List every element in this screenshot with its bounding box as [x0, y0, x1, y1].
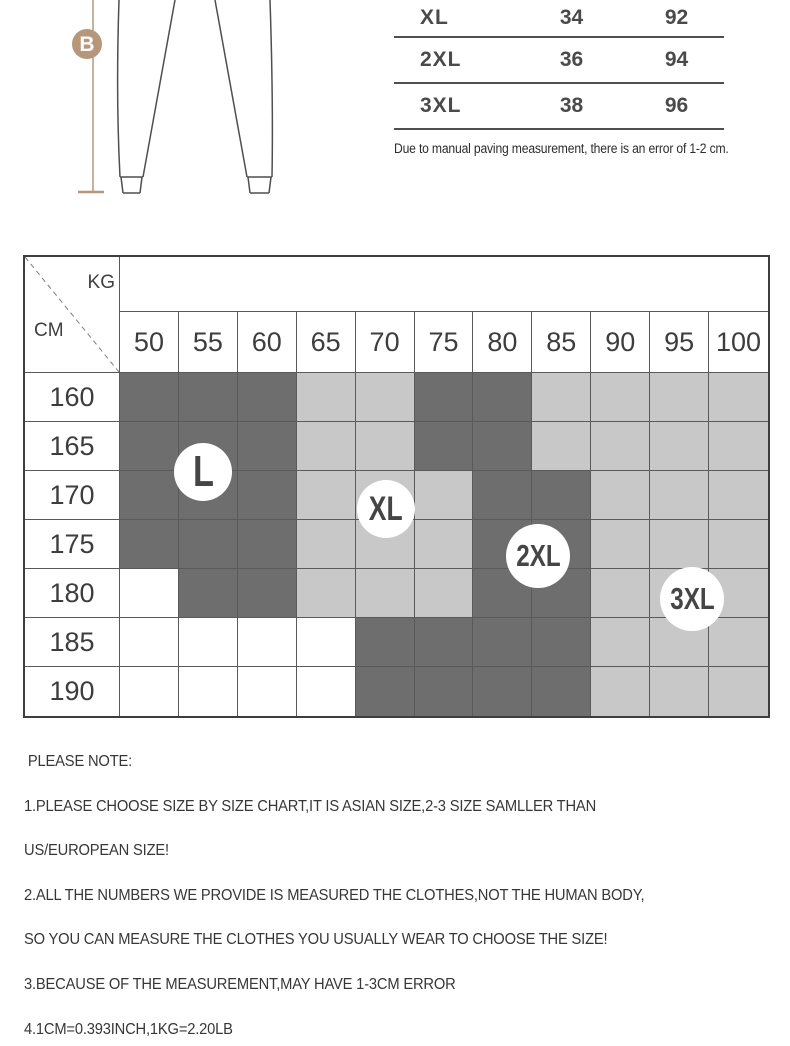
note-line: 3.BECAUSE OF THE MEASUREMENT,MAY HAVE 1-3CM ERROR — [24, 975, 456, 993]
chart-cell — [120, 569, 179, 618]
notes-section — [24, 740, 784, 1046]
cm-header-cell: 165 — [25, 422, 120, 471]
chart-cell — [179, 373, 238, 422]
size-label-bubble — [357, 480, 415, 538]
notes-title: PLEASE NOTE: — [24, 753, 133, 770]
measurement-table — [394, 0, 724, 130]
header-strip — [120, 257, 768, 312]
note-line: SO YOU CAN MEASURE THE CLOTHES YOU USUALLY WEAR TO CHOOSE THE SIZE! — [24, 931, 608, 949]
chart-cell — [120, 373, 179, 422]
chart-cell — [650, 667, 709, 716]
size-label-bubble — [506, 524, 570, 588]
chart-cell — [238, 569, 297, 618]
chart-cell — [650, 471, 709, 520]
chart-cell — [179, 618, 238, 667]
chart-cell — [238, 422, 297, 471]
chart-cell — [709, 471, 768, 520]
chart-cell — [650, 520, 709, 569]
note-line: US/EUROPEAN SIZE! — [24, 842, 169, 860]
chart-cell — [120, 422, 179, 471]
chart-cell — [709, 618, 768, 667]
chart-cell — [415, 667, 474, 716]
size-label-bubble — [174, 443, 232, 501]
chart-cell — [356, 667, 415, 716]
size-name: 3XL — [420, 94, 462, 117]
size-name: XL — [420, 6, 449, 29]
axis-corner-cell — [25, 257, 120, 373]
measurement-error-note: Due to manual paving measurement, there is an error of 1-2 cm. — [394, 141, 729, 156]
chart-cell — [415, 373, 474, 422]
chart-cell — [179, 667, 238, 716]
cm-header-cell: 190 — [25, 667, 120, 716]
note-line: 2.ALL THE NUMBERS WE PROVIDE IS MEASURED THE CLOTHES,NOT THE HUMAN BODY, — [24, 886, 645, 904]
chart-cell — [297, 422, 356, 471]
chart-cell — [238, 471, 297, 520]
chart-cell — [591, 520, 650, 569]
chart-cell — [473, 471, 532, 520]
kg-header-cell: 85 — [532, 312, 591, 373]
chart-cell — [650, 422, 709, 471]
chart-cell — [415, 569, 474, 618]
cm-axis-label: CM — [34, 320, 64, 341]
cm-header-cell: 175 — [25, 520, 120, 569]
chart-cell — [473, 618, 532, 667]
size-value: 38 — [559, 94, 584, 117]
chart-cell — [297, 618, 356, 667]
pants-line-drawing — [60, 0, 400, 200]
size-value: 96 — [664, 94, 689, 117]
chart-cell — [591, 471, 650, 520]
chart-cell — [179, 520, 238, 569]
size-value: 36 — [559, 48, 584, 71]
kg-header-cell: 70 — [356, 312, 415, 373]
chart-cell — [532, 422, 591, 471]
chart-cell — [532, 667, 591, 716]
chart-cell — [120, 667, 179, 716]
chart-cell — [356, 569, 415, 618]
chart-cell — [473, 373, 532, 422]
chart-cell — [415, 618, 474, 667]
chart-cell — [591, 569, 650, 618]
cm-header-cell: 185 — [25, 618, 120, 667]
size-label-bubble — [660, 567, 724, 631]
size-table-row — [394, 0, 724, 38]
chart-cell — [297, 569, 356, 618]
chart-cell — [532, 471, 591, 520]
chart-cell — [591, 618, 650, 667]
chart-cell — [238, 373, 297, 422]
chart-cell — [415, 422, 474, 471]
cm-header-cell: 180 — [25, 569, 120, 618]
chart-cell — [591, 373, 650, 422]
chart-cell — [532, 373, 591, 422]
chart-cell — [179, 569, 238, 618]
chart-cell — [356, 422, 415, 471]
size-name: 2XL — [420, 48, 462, 71]
cm-header-cell: 170 — [25, 471, 120, 520]
kg-header-cell: 90 — [591, 312, 650, 373]
kg-header-cell: 95 — [650, 312, 709, 373]
chart-cell — [356, 618, 415, 667]
size-label-text: XL — [369, 489, 403, 528]
size-table-row — [394, 84, 724, 130]
size-value: 92 — [664, 6, 689, 29]
height-weight-size-chart — [23, 255, 770, 718]
measure-line-b — [72, 0, 104, 192]
size-label-text: L — [192, 447, 214, 496]
cm-header-cell: 160 — [25, 373, 120, 422]
size-value: 94 — [664, 48, 689, 71]
chart-cell — [415, 520, 474, 569]
chart-cell — [356, 373, 415, 422]
chart-cell — [709, 373, 768, 422]
chart-cell — [120, 471, 179, 520]
chart-cell — [120, 520, 179, 569]
chart-cell — [238, 667, 297, 716]
size-table-row — [394, 38, 724, 84]
size-label-text: 2XL — [515, 538, 561, 573]
chart-cell — [297, 373, 356, 422]
kg-header-cell: 55 — [179, 312, 238, 373]
chart-cell — [297, 520, 356, 569]
chart-cell — [709, 667, 768, 716]
kg-axis-label: KG — [87, 272, 115, 293]
chart-cell — [415, 471, 474, 520]
chart-cell — [650, 373, 709, 422]
chart-cell — [297, 667, 356, 716]
chart-cell — [473, 667, 532, 716]
size-label-text: 3XL — [669, 581, 715, 616]
chart-cell — [709, 422, 768, 471]
kg-header-cell: 100 — [709, 312, 768, 373]
kg-header-cell: 50 — [120, 312, 179, 373]
note-line: 4.1CM=0.393INCH,1KG=2.20LB — [24, 1020, 233, 1038]
chart-cell — [473, 422, 532, 471]
chart-cell — [238, 520, 297, 569]
kg-header-cell: 65 — [297, 312, 356, 373]
chart-cell — [532, 618, 591, 667]
kg-header-cell: 60 — [238, 312, 297, 373]
measure-point-label: B — [79, 33, 95, 56]
kg-header-cell: 75 — [415, 312, 474, 373]
chart-cell — [238, 618, 297, 667]
chart-cell — [591, 422, 650, 471]
kg-header-cell: 80 — [473, 312, 532, 373]
note-line: 1.PLEASE CHOOSE SIZE BY SIZE CHART,IT IS ASIAN SIZE,2-3 SIZE SAMLLER THAN — [24, 797, 597, 815]
chart-cell — [709, 520, 768, 569]
size-value: 34 — [559, 6, 584, 29]
chart-cell — [120, 618, 179, 667]
chart-cell — [591, 667, 650, 716]
chart-cell — [297, 471, 356, 520]
